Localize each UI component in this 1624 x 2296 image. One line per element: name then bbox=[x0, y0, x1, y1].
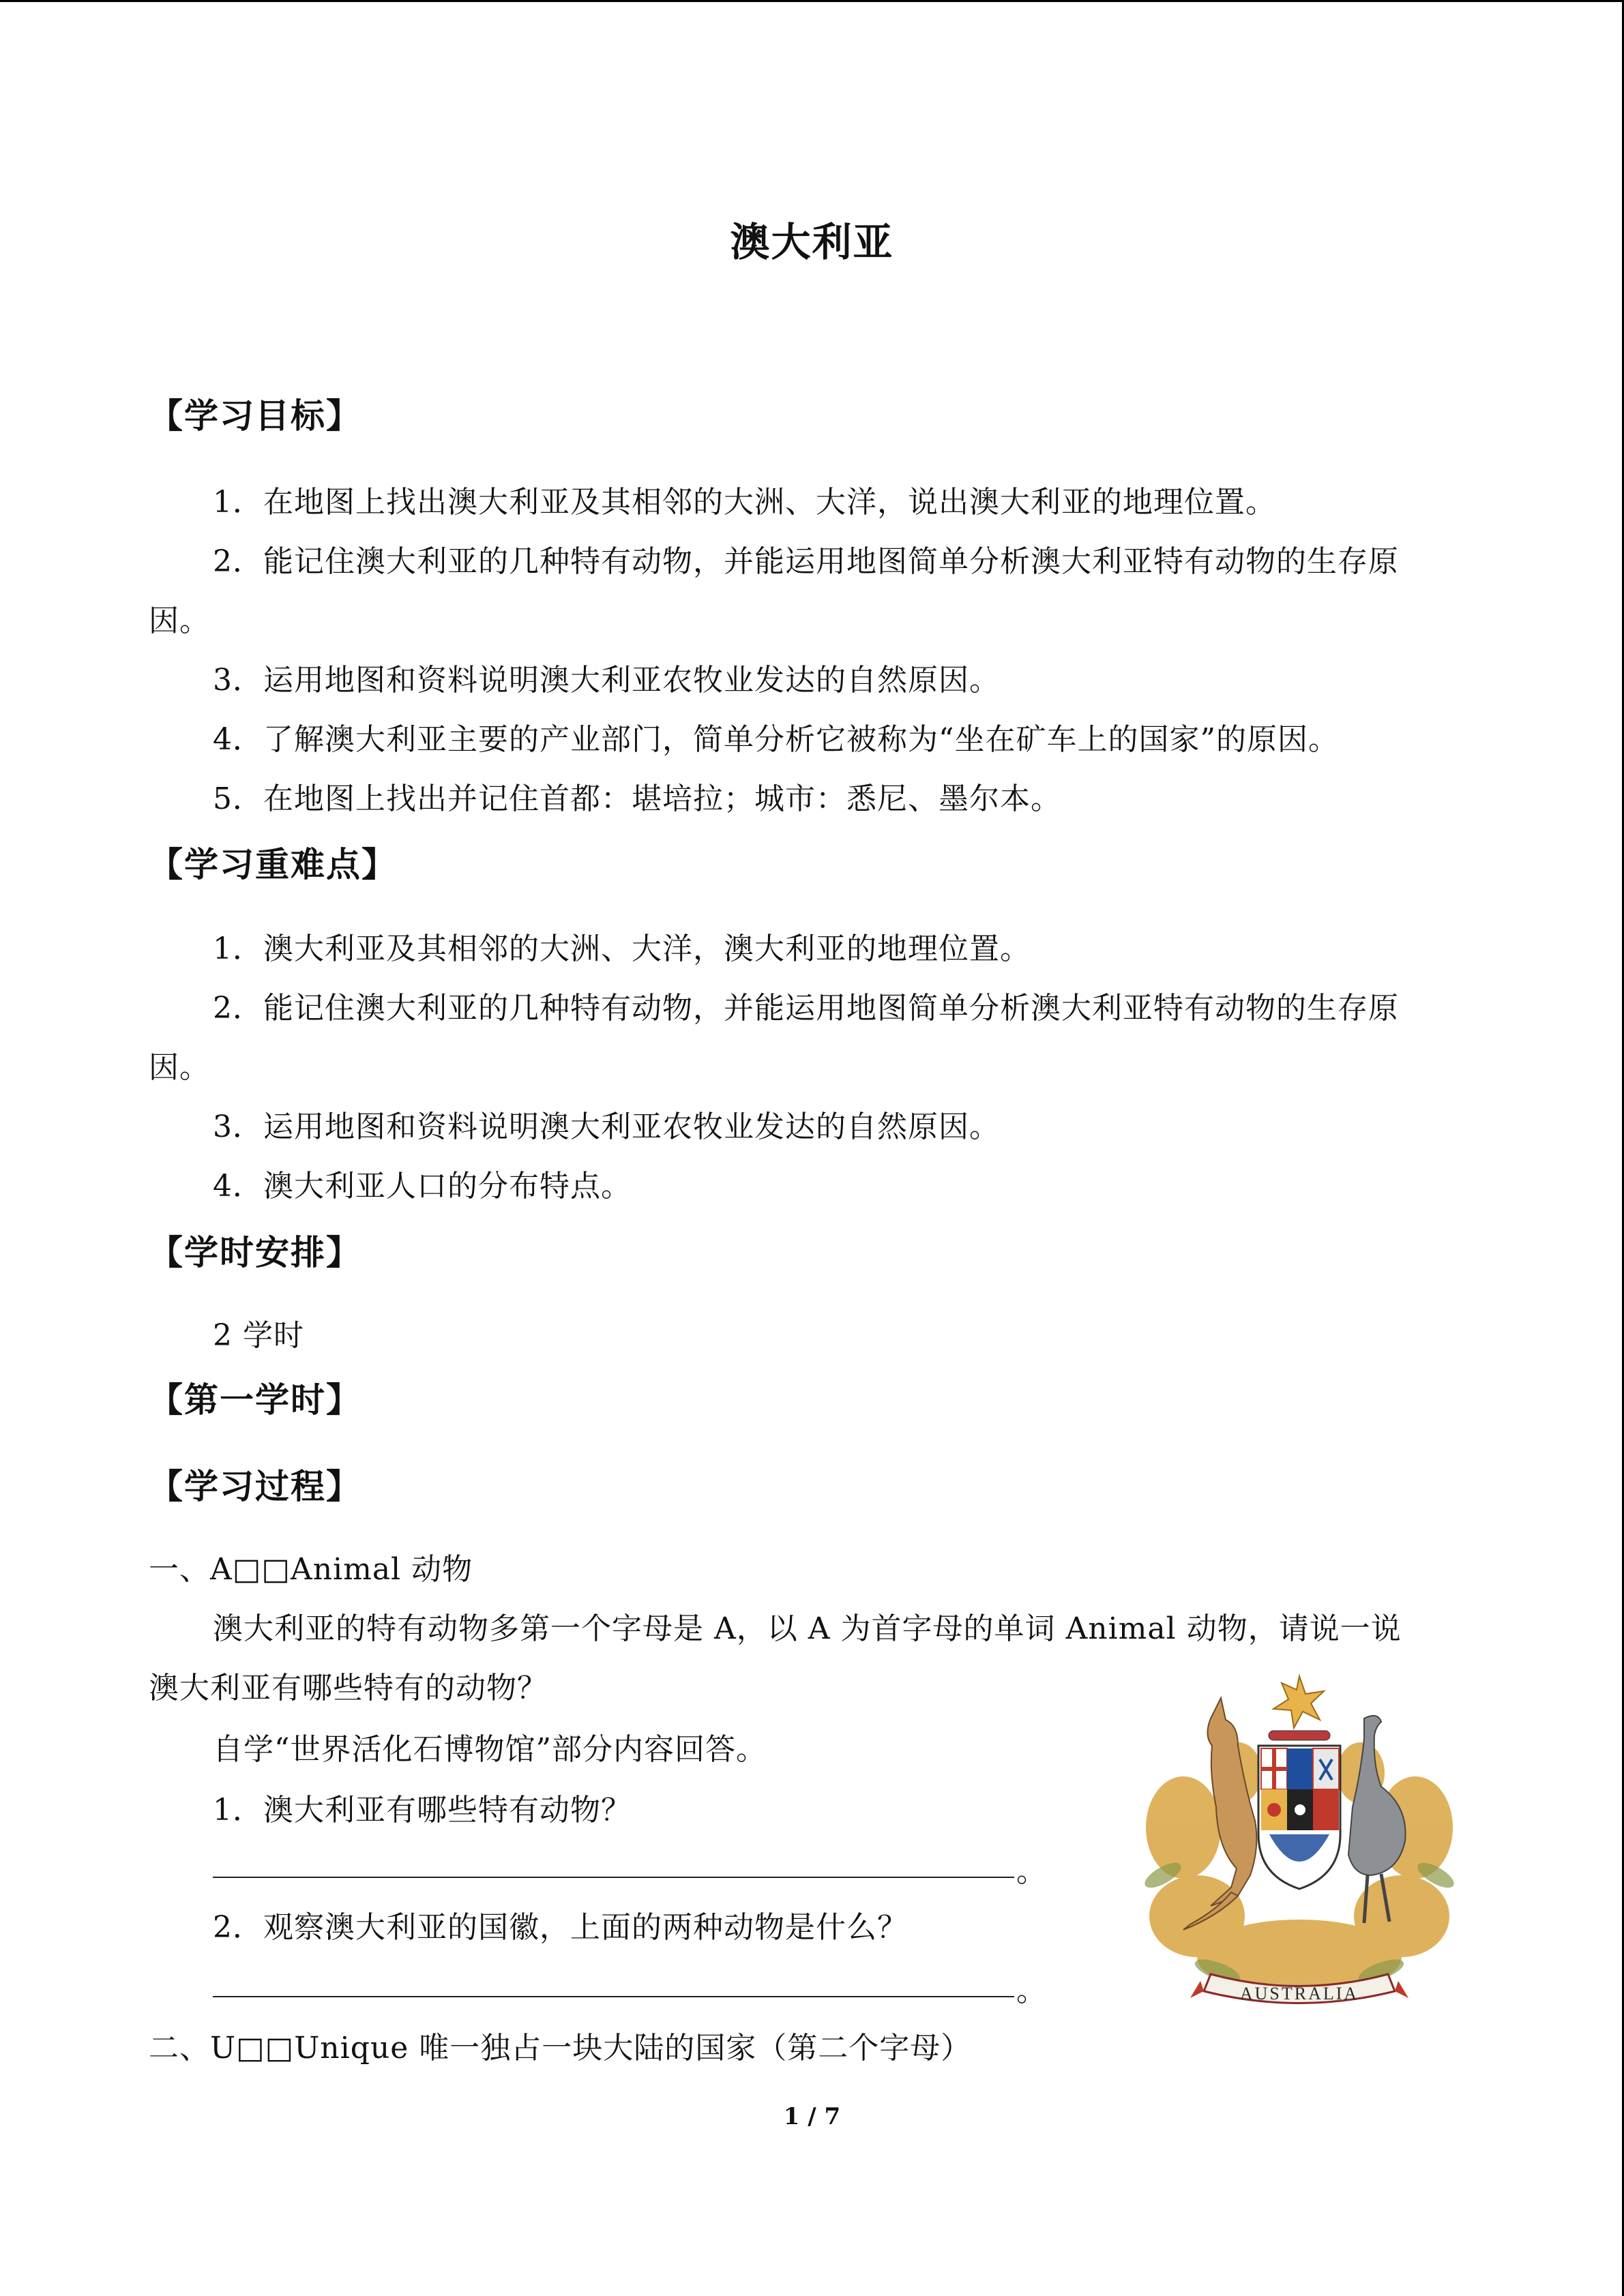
objective-item-5: 5．在地图上找出并记住首都：堪培拉；城市：悉尼、墨尔本。 bbox=[213, 781, 1061, 816]
part1-intro-line1: 澳大利亚的特有动物多第一个字母是 A，以 A 为首字母的单词 Animal 动物，请说一说 bbox=[213, 1611, 1402, 1646]
objective-item-2-cont: 因。 bbox=[149, 603, 210, 638]
schedule-text: 2 学时 bbox=[213, 1318, 304, 1353]
question-2: 2．观察澳大利亚的国徽，上面的两种动物是什么？ bbox=[213, 1910, 908, 1945]
process-heading: 【学习过程】 bbox=[149, 1467, 361, 1506]
objective-item-3: 3．运用地图和资料说明澳大利亚农牧业发达的自然原因。 bbox=[213, 663, 1000, 698]
answer-blank-2[interactable] bbox=[213, 1996, 1014, 1997]
first-period-heading: 【第一学时】 bbox=[149, 1380, 361, 1420]
key-point-item-1: 1．澳大利亚及其相邻的大洲、大洋，澳大利亚的地理位置。 bbox=[213, 931, 1031, 966]
key-point-item-2-cont: 因。 bbox=[149, 1050, 210, 1085]
page-title: 澳大利亚 bbox=[730, 219, 894, 265]
objective-item-2: 2．能记住澳大利亚的几种特有动物，并能运用地图简单分析澳大利亚特有动物的生存原 bbox=[213, 544, 1399, 579]
key-point-item-2: 2．能记住澳大利亚的几种特有动物，并能运用地图简单分析澳大利亚特有动物的生存原 bbox=[213, 991, 1399, 1026]
objectives-heading: 【学习目标】 bbox=[149, 396, 361, 436]
objective-item-4: 4．了解澳大利亚主要的产业部门，简单分析它被称为“坐在矿车上的国家”的原因。 bbox=[213, 722, 1339, 757]
motto-scroll-text: AUSTRALIA bbox=[1239, 1984, 1359, 2003]
schedule-heading: 【学时安排】 bbox=[149, 1233, 361, 1272]
commonwealth-star bbox=[1273, 1676, 1324, 1728]
answer-blank-1-period: 。 bbox=[1016, 1854, 1046, 1889]
australia-coat-of-arms-image bbox=[1136, 1671, 1463, 2025]
key-point-item-3: 3．运用地图和资料说明澳大利亚农牧业发达的自然原因。 bbox=[213, 1109, 1000, 1144]
page-border-top bbox=[0, 0, 1624, 2]
objective-item-1: 1．在地图上找出澳大利亚及其相邻的大洲、大洋，说出澳大利亚的地理位置。 bbox=[213, 485, 1276, 520]
page-indicator: 1 / 7 bbox=[783, 2103, 841, 2130]
part2-title: 二、U□□Unique 唯一独占一块大陆的国家（第二个字母） bbox=[149, 2031, 972, 2066]
self-study-instruction: 自学“世界活化石博物馆”部分内容回答。 bbox=[213, 1732, 767, 1767]
key-points-heading: 【学习重难点】 bbox=[149, 845, 397, 884]
part1-title: 一、A□□Animal 动物 bbox=[149, 1552, 473, 1587]
heraldic-shield bbox=[1258, 1746, 1340, 1889]
answer-blank-2-period: 。 bbox=[1016, 1973, 1046, 2008]
key-point-item-4: 4．澳大利亚人口的分布特点。 bbox=[213, 1169, 632, 1204]
answer-blank-1[interactable] bbox=[213, 1877, 1014, 1878]
question-1: 1．澳大利亚有哪些特有动物？ bbox=[213, 1793, 632, 1828]
part1-intro-line2: 澳大利亚有哪些特有的动物？ bbox=[149, 1671, 548, 1705]
